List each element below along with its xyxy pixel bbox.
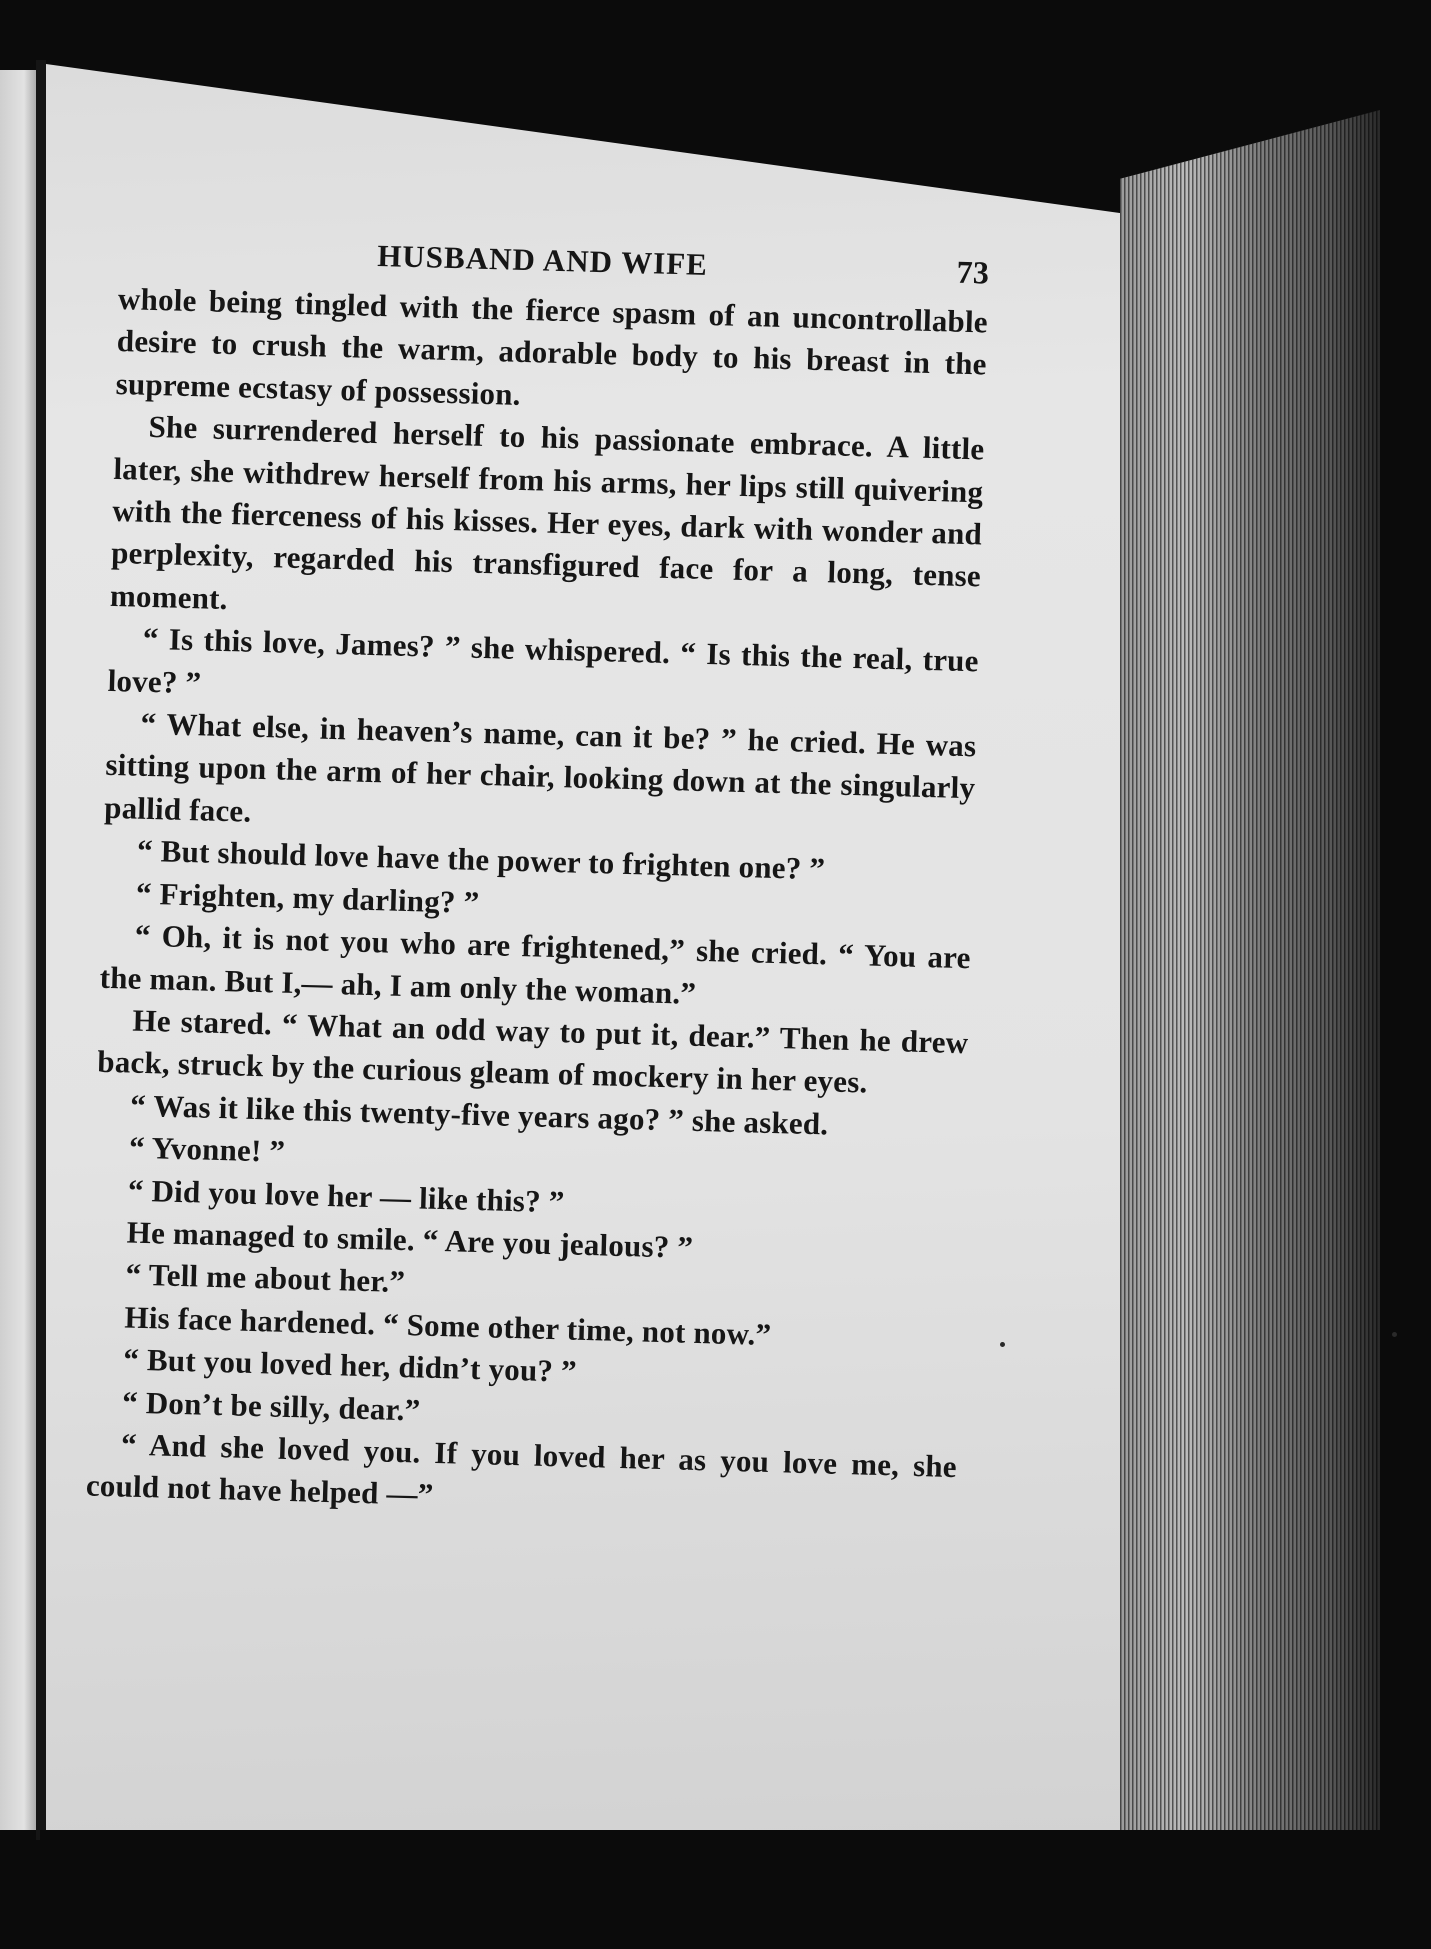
paragraph: She surrendered herself to his passionate embrace. A little later, she withdrew herself from his arms, her lips still quivering with the fierceness of his kisses. Her eyes, dark with wonder and perplexity, regarded his transfigured face for a long, tense moment. — [109, 409, 985, 616]
paragraph: “ Did you love her — like this? ” — [127, 1172, 565, 1219]
paragraph: “ But should love have the power to frighten one? ” — [136, 832, 826, 887]
paragraph: His face hardened. “ Some other time, not now.” — [124, 1299, 772, 1352]
paragraph: “ Oh, it is not you who are frightened,” she cried. “ You are the man. But I,— ah, I am only the woman.” — [99, 917, 972, 1011]
paragraph: “ Tell me about her.” — [125, 1256, 406, 1300]
binding-gutter — [36, 60, 46, 1840]
previous-page-edge — [0, 70, 40, 1830]
running-head: HUSBAND AND WIFE — [376, 237, 709, 282]
scan-speck — [1392, 1332, 1397, 1337]
paragraph: “ But you loved her, didn’t you? ” — [122, 1341, 578, 1389]
paragraph: He managed to smile. “ Are you jealous? ” — [126, 1214, 694, 1265]
paragraph: “ What else, in heaven’s name, can it be? ” he cried. He was sitting upon the arm of her chair, looking down at the singularly pallid face. — [103, 705, 977, 829]
scan-background — [40, 1830, 1431, 1949]
book-page-edges — [1120, 110, 1380, 1830]
paragraph: “ Is this love, James? ” she whispered. “ Is this the real, true love? ” — [107, 621, 980, 701]
paragraph: “ Yvonne! ” — [128, 1129, 286, 1169]
page-text-block — [85, 228, 989, 1531]
paragraph: He stared. “ What an odd way to put it, dear.” Then he drew back, struck by the curious gleam of mockery in her eyes. — [96, 1002, 969, 1100]
paragraph: whole being tingled with the fierce spasm of an uncontrollable desire to crush the warm, adorable body to his breast in the supreme ecstasy of possession. — [115, 280, 989, 412]
page-number: 73 — [956, 253, 990, 291]
scan-speck — [1000, 1342, 1005, 1347]
paragraph: “ And she loved you. If you loved her as you love me, she could not have helped —” — [85, 1426, 958, 1513]
paragraph: “ Don’t be silly, dear.” — [121, 1384, 421, 1428]
paragraph: “ Was it like this twenty-five years ago? ” she asked. — [129, 1087, 829, 1142]
paragraph: “ Frighten, my darling? ” — [135, 875, 480, 920]
